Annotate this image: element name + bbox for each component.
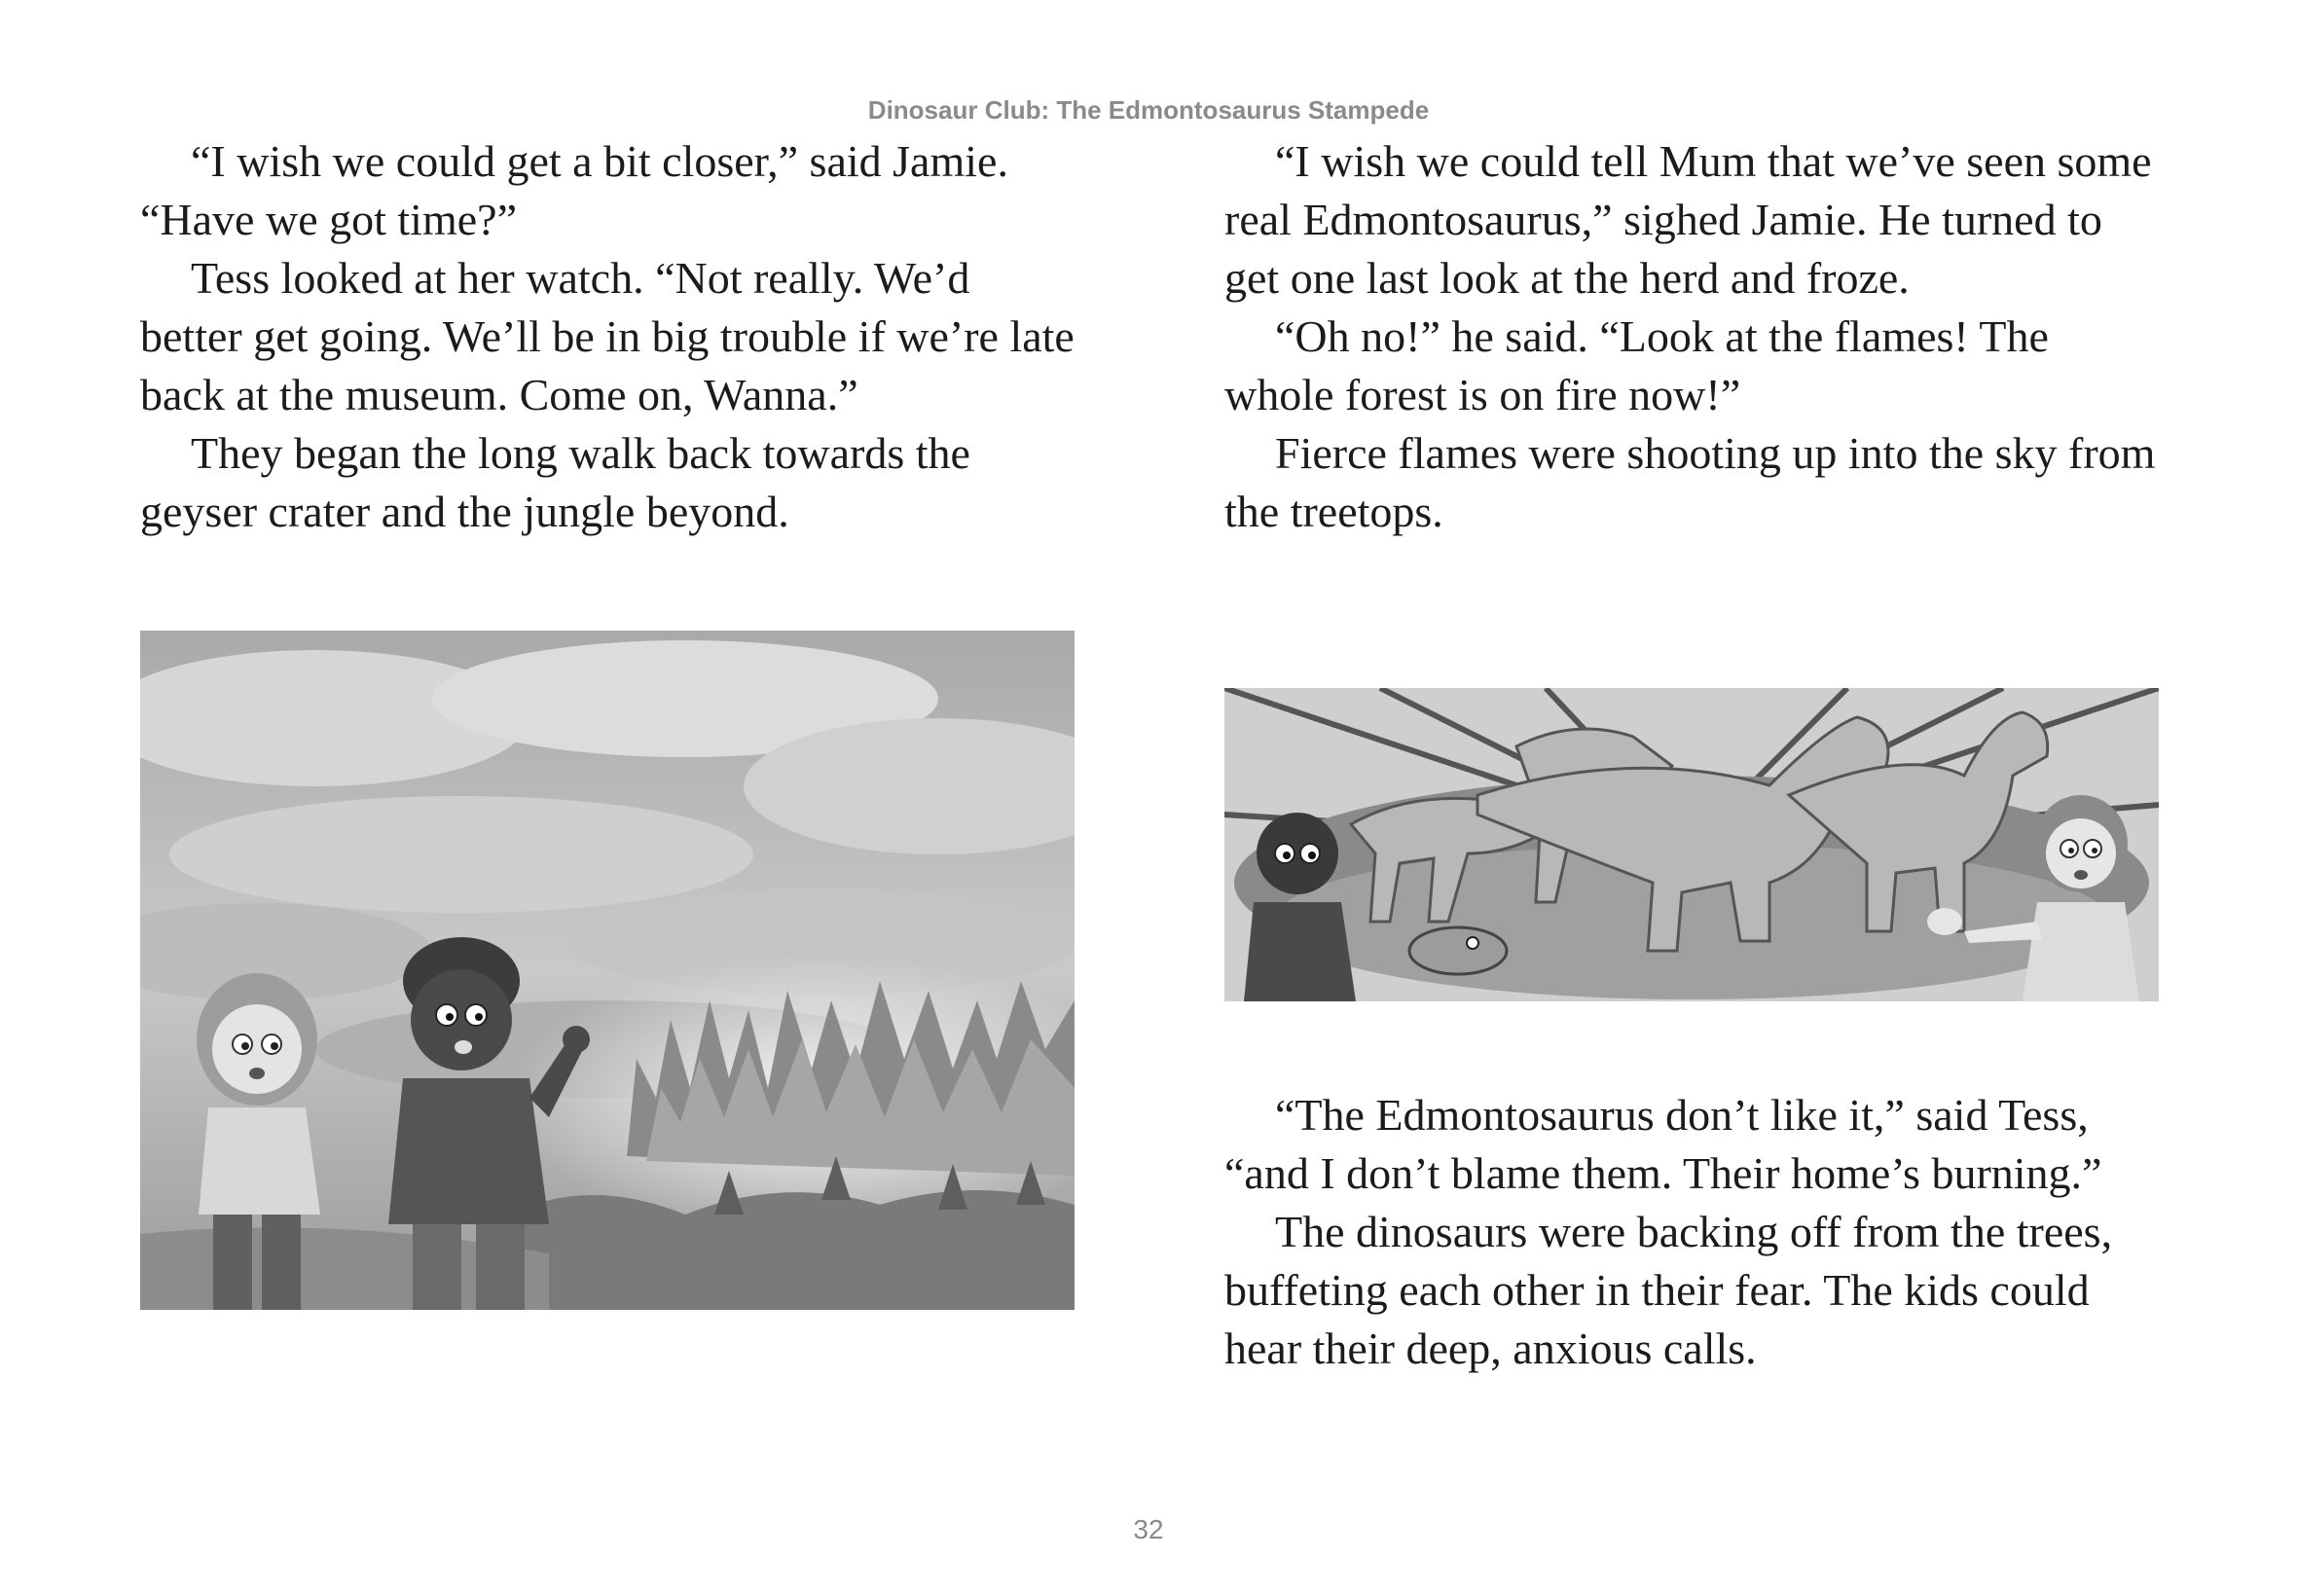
left-paragraph-3: They began the long walk back towards the geyser crater and the jungle beyond. [140, 428, 970, 536]
right-page-text-top [1224, 132, 2159, 541]
right-paragraph-3: Fierce flames were shooting up into the sky from the treetops. [1224, 428, 2156, 536]
fire-illustration [140, 631, 1075, 1310]
book-title: Dinosaur Club: The Edmontosaurus Stampede [867, 95, 1430, 125]
left-paragraph-2: Tess looked at her watch. “Not really. We’d better get going. We’ll be in big trouble if we’re late back at the museum. Come on, Wanna.” [140, 253, 1075, 419]
herd-illustration [1224, 688, 2159, 1001]
right-paragraph-1: “I wish we could tell Mum that we’ve seen some real Edmontosaurus,” sighed Jamie. He turned to get one last look at the herd and froze. [1224, 136, 2152, 303]
right-paragraph-5: The dinosaurs were backing off from the trees, buffeting each other in their fear. The kids could hear their deep, anxious calls. [1224, 1207, 2113, 1373]
left-paragraph-1: “I wish we could get a bit closer,” said Jamie. “Have we got time?” [140, 136, 1008, 244]
herd-illustration-art [1224, 688, 2159, 1001]
right-paragraph-2: “Oh no!” he said. “Look at the flames! The whole forest is on fire now!” [1224, 311, 2049, 419]
fire-illustration-art [140, 631, 1075, 1310]
left-page-text [140, 132, 1075, 541]
page-number: 32 [1133, 1514, 1164, 1544]
right-page-text-bottom [1224, 1086, 2159, 1378]
right-paragraph-4: “The Edmontosaurus don’t like it,” said Tess, “and I don’t blame them. Their home’s burning.” [1224, 1090, 2102, 1198]
